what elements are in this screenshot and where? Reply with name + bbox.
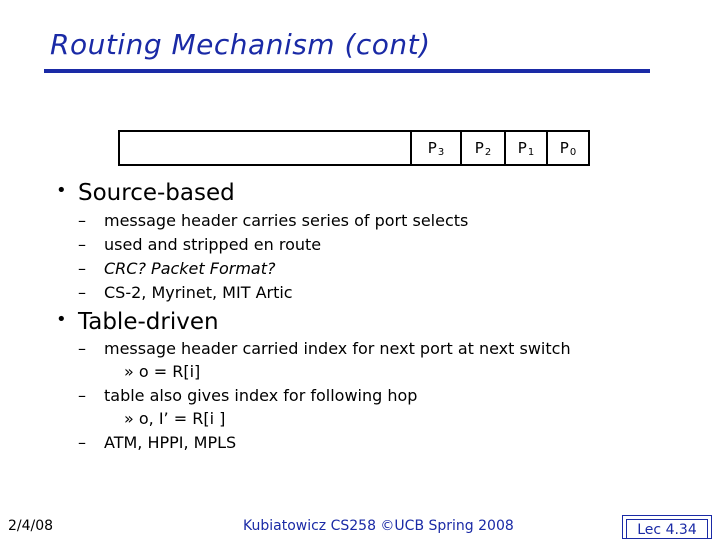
chevron-icon: » (124, 409, 139, 428)
port-field-index: 3 (437, 146, 445, 158)
port-field-label: P (474, 139, 484, 157)
port-field-label: P (517, 139, 527, 157)
port-field-p1 (504, 132, 546, 164)
chevron-icon: » (124, 362, 139, 381)
port-field-index: 2 (484, 146, 492, 158)
list-item-text: message header carries series of port selects (104, 211, 469, 230)
bullet-dot-icon: • (56, 309, 67, 330)
list-subitem-text: o, I’ = R[i ] (138, 409, 226, 428)
footer-course: Kubiatowicz CS258 ©UCB Spring 2008 (243, 518, 514, 534)
list-item: – CS-2, Myrinet, MIT Artic (78, 283, 293, 302)
footer-date: 2/4/08 (8, 518, 54, 534)
list-item: – used and stripped en route (78, 235, 322, 254)
list-item-text: CRC? Packet Format? (104, 259, 276, 278)
lecture-number-box (622, 515, 712, 539)
port-field-index: 1 (527, 146, 535, 158)
list-item-text: used and stripped en route (104, 235, 322, 254)
list-item-text: ATM, HPPI, MPLS (104, 433, 237, 452)
bullet-text: Source-based (78, 180, 235, 206)
list-item-text: CS-2, Myrinet, MIT Artic (104, 283, 293, 302)
bullet-dot-icon: • (56, 180, 67, 201)
port-field-p2 (460, 132, 504, 164)
list-subitem (124, 362, 200, 381)
list-item: – ATM, HPPI, MPLS (78, 433, 237, 452)
port-field-p3 (410, 132, 460, 164)
bullet-text: Table-driven (78, 309, 219, 335)
port-field-index: 0 (569, 146, 577, 158)
list-item: – message header carried index for next port at next switch (78, 339, 571, 358)
list-item: – message header carries series of port selects (78, 211, 469, 230)
list-item: – CRC? Packet Format? (78, 259, 276, 278)
title-underline (44, 69, 650, 73)
port-field-p0 (546, 132, 588, 164)
list-subitem-text: o = R[i] (138, 362, 201, 381)
list-item: – table also gives index for following hop (78, 386, 418, 405)
port-field-label: P (559, 139, 569, 157)
slide-title: Routing Mechanism (cont) (50, 28, 431, 61)
list-item-text: message header carried index for next port at next switch (104, 339, 571, 358)
lecture-number: Lec 4.34 (626, 519, 708, 539)
list-subitem (124, 409, 225, 428)
bullet-source-based (56, 180, 235, 206)
bullet-table-driven (56, 309, 219, 335)
message-header-diagram (118, 130, 590, 166)
list-item-text: table also gives index for following hop (104, 386, 418, 405)
port-field-label: P (427, 139, 437, 157)
